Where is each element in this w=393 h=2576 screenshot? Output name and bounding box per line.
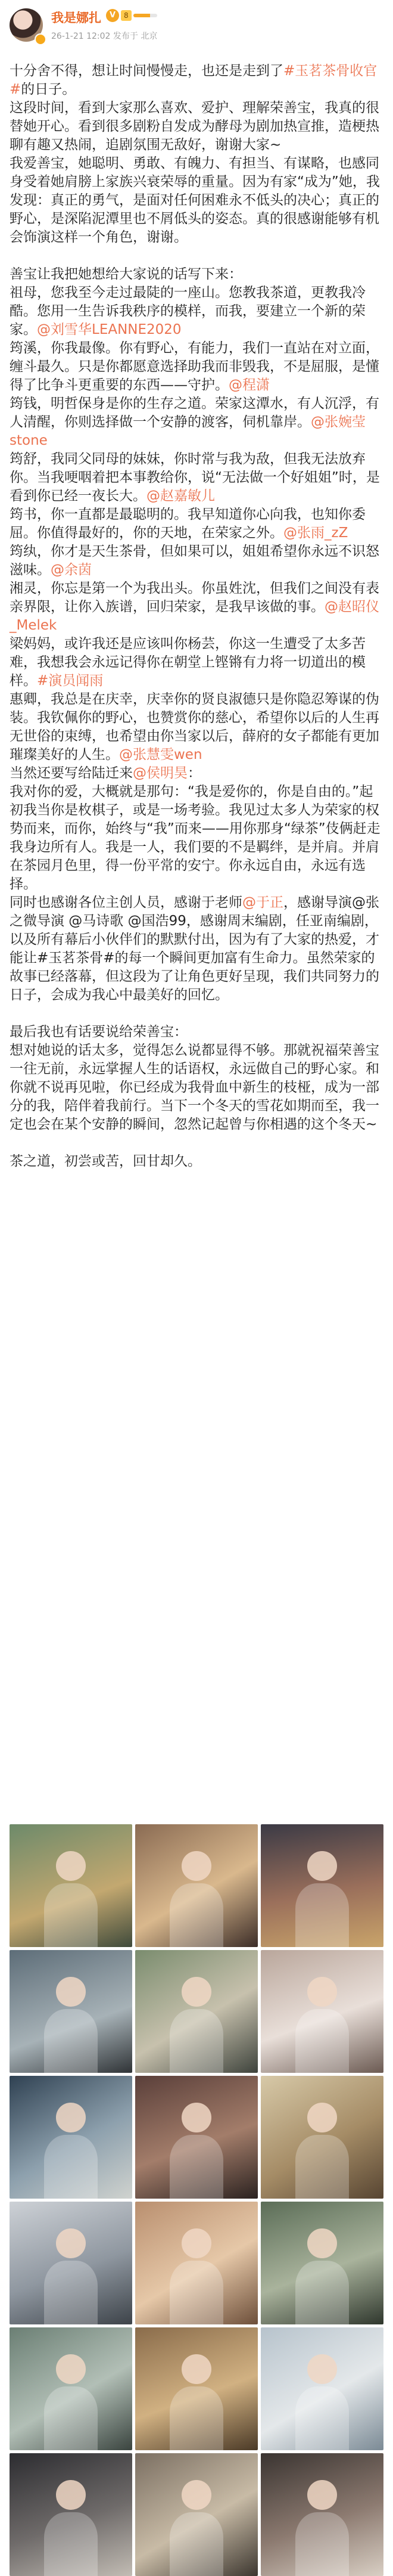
mention-link[interactable]: @赵昭仪_Melek	[10, 599, 379, 633]
post-paragraph	[10, 1023, 383, 1041]
post-paragraph	[10, 579, 383, 635]
mention-link[interactable]: @于正	[242, 895, 283, 910]
paragraph-text: 最后我也有话要说给荣善宝：	[10, 1024, 188, 1040]
paragraph-text: 筠钱，明哲保身是你的生存之道。荣家这潭水，有人沉浮，有人清醒，你则选择做一个安静的渡客，伺机靠岸。	[10, 396, 379, 430]
photo-4[interactable]	[10, 1950, 132, 2073]
photo-grid	[10, 1824, 383, 2576]
paragraph-text: 筠舒，我同父同母的妹妹，你时常与我为敌，但我无法放弃你。当我哽咽着把本事教给你，说“无法做一个好姐姐”时，是看到你已经一夜长大。	[10, 451, 380, 504]
paragraph-text: 祖母，您我至今走过最陡的一座山。您教我茶道，更教我冷酷。您用一生告诉我秩序的模样，而我，要建立一个新的荣家。	[10, 285, 366, 337]
mention-link[interactable]: @刘雪华LEANNE2020	[37, 322, 182, 337]
photo-16[interactable]	[10, 2453, 132, 2576]
photo-8[interactable]	[135, 2076, 258, 2199]
vip-icon: V	[106, 9, 119, 22]
post-meta: 26-1-21 12:02 发布于 北京	[51, 32, 158, 41]
photo-15[interactable]	[261, 2327, 383, 2450]
photo-18[interactable]	[261, 2453, 383, 2576]
mention-link[interactable]: @张雨_zZ	[283, 525, 348, 541]
paragraph-text-after: ，感谢导演@张之微导演 @马诗歌 @国浩99，感谢周末编剧，任亚南编剧，以及所有幕后小伙伴们的默默付出，因为有了大家的热爱，才能让#玉茗茶骨#的每一个瞬间更加富有生命力。虽然荣家的故事已经落幕，但这段为了让角色更好呈现，我们共同努力的日子，会成为我心中最美好的回忆。	[10, 895, 379, 1003]
paragraph-text: 当然还要写给陆迁来	[10, 765, 133, 781]
photo-2[interactable]	[135, 1824, 258, 1947]
verified-badge-icon	[35, 33, 46, 45]
post-paragraph	[10, 154, 383, 247]
post-paragraph	[10, 265, 383, 284]
photo-13[interactable]	[10, 2327, 132, 2450]
post-paragraph	[10, 635, 383, 690]
paragraph-text-after: 的日子。	[21, 82, 76, 97]
paragraph-text: 筠纨，你才是天生茶骨，但如果可以，姐姐希望你永远不识怒滋味。	[10, 544, 379, 578]
photo-1[interactable]	[10, 1824, 132, 1947]
paragraph-text: 这段时间，看到大家那么喜欢、爱护、理解荣善宝，我真的很替她开心。看到很多剧粉自发成为酵母为剧加热宣推，造梗热聊有趣又热闹，追剧氛围无敌好，谢谢大家~	[10, 100, 379, 153]
photo-9[interactable]	[261, 2076, 383, 2199]
paragraph-text: 惠卿，我总是在庆幸，庆幸你的贤良淑德只是你隐忍筹谋的伪装。我钦佩你的野心，也赞赏你的慈心，希望你以后的人生再无世俗的束缚，也希望由你当家以后，薛府的女子都能有更加璀璨美好的人生。	[10, 692, 379, 762]
paragraph-text: 筠溪，你我最像。你有野心，有能力，我们一直站在对立面，缠斗最久。只是你都愿意选择助我而非毁我，不是屈服，是懂得了比争斗更重要的东西——守护。	[10, 340, 379, 393]
mention-link[interactable]: #演员闻雨	[37, 673, 104, 689]
photo-6[interactable]	[261, 1950, 383, 2073]
post-paragraph	[10, 1041, 383, 1134]
photo-7[interactable]	[10, 2076, 132, 2199]
photo-14[interactable]	[135, 2327, 258, 2450]
photo-5[interactable]	[135, 1950, 258, 2073]
paragraph-text: 善宝让我把她想给大家说的话写下来：	[10, 266, 242, 282]
vip-level: 8	[121, 10, 132, 21]
vip-progress-bar	[133, 14, 157, 17]
mention-link[interactable]: @程潇	[229, 377, 270, 393]
mention-link[interactable]: @余茵	[51, 562, 92, 578]
mention-link[interactable]: @侯明昊	[133, 765, 188, 781]
photo-11[interactable]	[135, 2202, 258, 2324]
mention-link[interactable]: @张慧雯wen	[119, 747, 202, 762]
paragraph-text: 想对她说的话太多，觉得怎么说都显得不够。那就祝福荣善宝一往无前，永远掌握人生的话语权，永远做自己的野心家。和你就不说再见啦，你已经成为我骨血中新生的枝桠，成为一部分的我，陪伴着我前行。当下一个冬天的雪花如期而至，我一定也会在某个安静的瞬间，忽然记起曾与你相遇的这个冬天~	[10, 1043, 379, 1132]
mention-link[interactable]: #玉茗茶骨收官#	[10, 63, 378, 97]
username[interactable]: 我是娜扎	[51, 11, 101, 25]
paragraph-gap	[10, 1134, 383, 1152]
post-paragraph	[10, 62, 383, 99]
post-paragraph	[10, 395, 383, 450]
vip-badge[interactable]	[106, 9, 157, 22]
paragraph-text: 茶之道，初尝或苦，回甘却久。	[10, 1154, 201, 1169]
post-paragraph	[10, 450, 383, 506]
post-paragraph	[10, 1152, 383, 1171]
post-paragraph	[10, 783, 383, 894]
post-paragraph	[10, 99, 383, 154]
post-paragraph	[10, 339, 383, 395]
post-body	[10, 62, 383, 1171]
paragraph-gap	[10, 247, 383, 265]
paragraph-gap	[10, 1005, 383, 1023]
paragraph-text: 十分舍不得，想让时间慢慢走，也还是走到了	[10, 63, 283, 79]
paragraph-text: 湘灵，你忘是第一个为我出头。你虽姓沈，但我们之间没有表亲界限，让你入族谱，回归荣家，是我早该做的事。	[10, 581, 379, 615]
mention-link[interactable]: @赵嘉敏儿	[146, 488, 215, 504]
post-header	[0, 0, 393, 62]
post-paragraph	[10, 284, 383, 339]
photo-17[interactable]	[135, 2453, 258, 2576]
post-paragraph	[10, 543, 383, 579]
photo-3[interactable]	[261, 1824, 383, 1947]
mention-link[interactable]: @张婉莹stone	[10, 414, 366, 448]
post-paragraph	[10, 506, 383, 543]
photo-10[interactable]	[10, 2202, 132, 2324]
paragraph-text: 梁妈妈，或许我还是应该叫你杨芸，你这一生遭受了太多苦难，我想我会永远记得你在朝堂上铿锵有力将一切道出的模样。	[10, 636, 366, 689]
paragraph-text: 同时也感谢各位主创人员，感谢于老师	[10, 895, 242, 910]
paragraph-text: 我对你的爱，大概就是那句：“我是爱你的，你是自由的。”起初我当你是枚棋子，或是一场考验。我见过太多人为荣家的权势而来，而你，始终与“我”而来——用你那身“绿茶”伎俩赶走我身边所有人。我是一人，我们要的不是羁绊，是并肩。并肩在茶园月色里，得一份平常的安宁。你永远自由，永远有选择。	[10, 784, 380, 892]
paragraph-text: 我爱善宝，她聪明、勇敢、有魄力、有担当、有谋略，也感同身受着她肩膀上家族兴衰荣辱的重量。因为有家“成为”她，我发现：真正的勇气，是面对任何困难永不低头的决心；真正的野心，是深陷泥潭里也不屑低头的姿态。真的很感谢能够有机会饰演这样一个角色，谢谢。	[10, 156, 380, 245]
photo-12[interactable]	[261, 2202, 383, 2324]
post-paragraph	[10, 894, 383, 1005]
post-paragraph	[10, 764, 383, 783]
paragraph-text: 筠书，你一直都是最聪明的。我早知道你心向我，也知你委屈。你值得最好的，你的天地，在荣家之外。	[10, 507, 366, 541]
post-paragraph	[10, 690, 383, 764]
paragraph-text-after: ：	[188, 765, 201, 781]
